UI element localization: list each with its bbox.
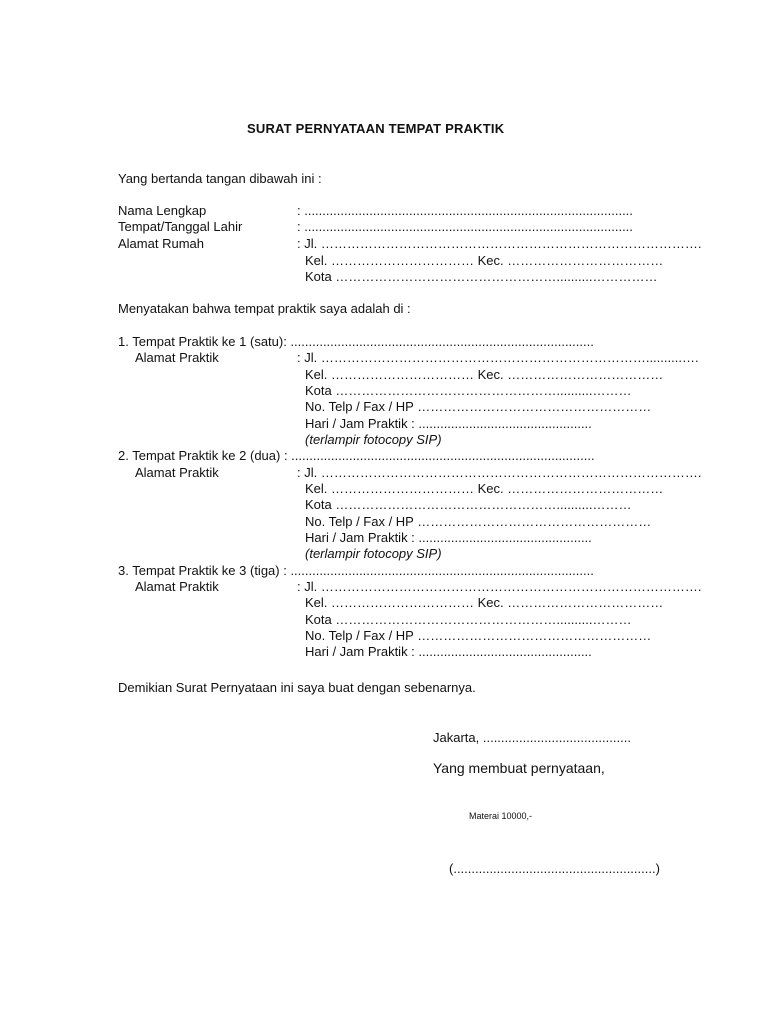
place-date: Jakarta, ......................................... <box>433 730 631 745</box>
place-2-kel: Kel. …………………………… Kec. ……………………………… <box>305 481 664 496</box>
place-1-note: (terlampir fotocopy SIP) <box>305 432 442 447</box>
place-3-jl: : Jl. ……………………………………………………………………………. <box>297 579 702 594</box>
place-1-kota: Kota ……………………………………………..........……… <box>305 383 632 398</box>
place-2-jam: Hari / Jam Praktik : ................................................ <box>305 530 592 545</box>
place-2-telp: No. Telp / Fax / HP ……………………………………………… <box>305 514 652 529</box>
place-1-kel: Kel. …………………………… Kec. ……………………………… <box>305 367 664 382</box>
signature-name-line: (........................................................) <box>449 861 660 876</box>
place-3-telp: No. Telp / Fax / HP ……………………………………………… <box>305 628 652 643</box>
place-3-address-label: Alamat Praktik <box>135 579 219 594</box>
place-1-jam: Hari / Jam Praktik : ................................................ <box>305 416 592 431</box>
maker-label: Yang membuat pernyataan, <box>433 760 605 776</box>
dob-field: : ........................................................................................... <box>297 219 633 234</box>
place-1-jl: : Jl. …………………………………………………………………..........…. <box>297 350 699 365</box>
document-title: SURAT PERNYATAAN TEMPAT PRAKTIK <box>247 121 505 136</box>
place-2-address-label: Alamat Praktik <box>135 465 219 480</box>
name-field: : ........................................................................................... <box>297 203 633 218</box>
place-3-kel: Kel. …………………………… Kec. ……………………………… <box>305 595 664 610</box>
place-1-label: 1. Tempat Praktik ke 1 (satu): .................................................................................... <box>118 334 594 349</box>
home-address-label: Alamat Rumah <box>118 236 204 251</box>
place-2-jl: : Jl. ……………………………………………………………………………. <box>297 465 702 480</box>
place-3-kota: Kota ……………………………………………..........……… <box>305 612 632 627</box>
place-1-address-label: Alamat Praktik <box>135 350 219 365</box>
intro-text: Yang bertanda tangan dibawah ini : <box>118 171 322 186</box>
dob-label: Tempat/Tanggal Lahir <box>118 219 243 234</box>
name-label: Nama Lengkap <box>118 203 207 218</box>
home-address-kota: Kota ……………………………………………..........…………… <box>305 269 658 284</box>
place-2-kota: Kota ……………………………………………..........……… <box>305 497 632 512</box>
place-2-label: 2. Tempat Praktik ke 2 (dua) : .................................................................................... <box>118 448 595 463</box>
stamp-label: Materai 10000,- <box>469 811 533 821</box>
closing-text: Demikian Surat Pernyataan ini saya buat dengan sebenarnya. <box>118 680 476 695</box>
place-2-note: (terlampir fotocopy SIP) <box>305 546 442 561</box>
place-1-telp: No. Telp / Fax / HP ……………………………………………… <box>305 399 652 414</box>
statement-text: Menyatakan bahwa tempat praktik saya adalah di : <box>118 301 411 316</box>
place-3-jam: Hari / Jam Praktik : ................................................ <box>305 644 592 659</box>
place-3-label: 3. Tempat Praktik ke 3 (tiga) : .................................................................................... <box>118 563 594 578</box>
home-address-kel: Kel. …………………………… Kec. ……………………………… <box>305 253 664 268</box>
home-address-jl: : Jl. ……………………………………………………………………………. <box>297 236 702 251</box>
